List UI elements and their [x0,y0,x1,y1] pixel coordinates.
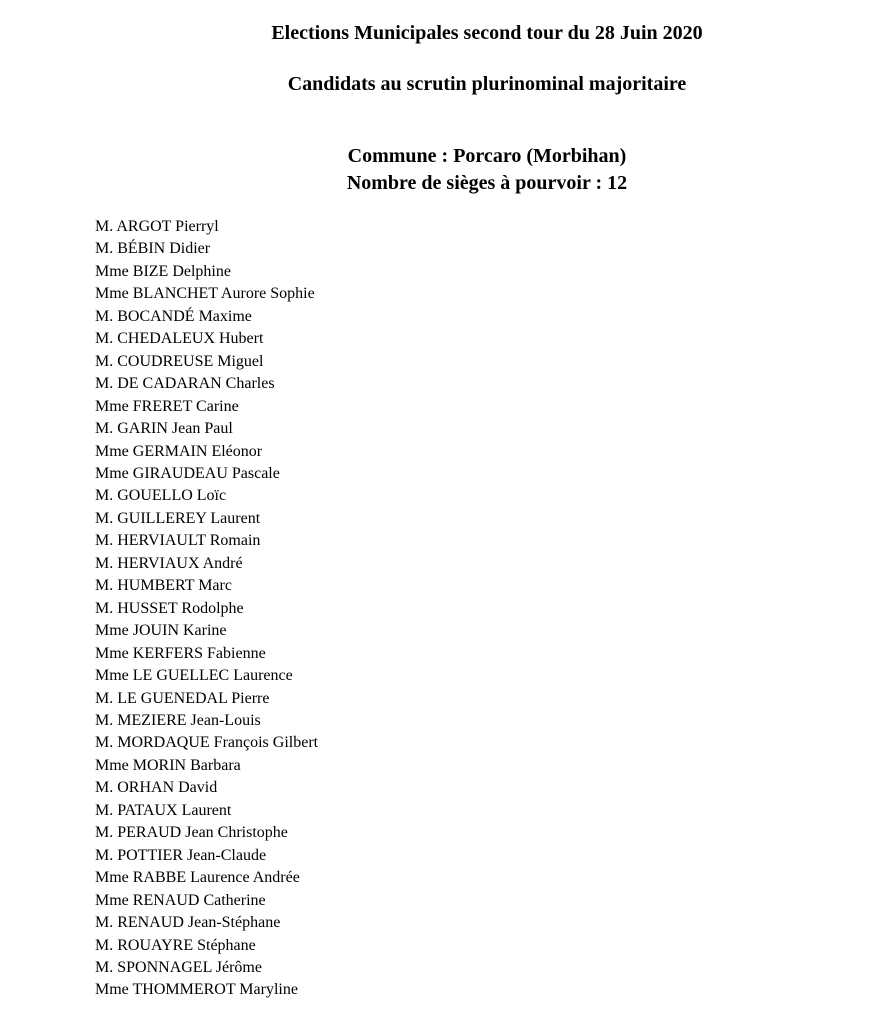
candidate-line: Mme THOMMEROT Maryline [95,981,298,999]
candidate-line: Mme RENAUD Catherine [95,891,266,909]
commune-line: Commune : Porcaro (Morbihan) [347,145,627,167]
candidate-line: Mme MORIN Barbara [95,756,241,774]
candidate-line: Mme BIZE Delphine [95,262,231,280]
candidate-list [95,216,318,1002]
candidate-line: M. DE CADARAN Charles [95,375,275,393]
candidate-line: Mme LE GUELLEC Laurence [95,667,293,685]
candidate-line: M. GOUELLO Loïc [95,487,227,505]
candidate-line: Mme BLANCHET Aurore Sophie [95,285,315,303]
seats-line: Nombre de sièges à pourvoir : 12 [346,172,628,194]
candidate-line: M. CHEDALEUX Hubert [95,330,264,348]
candidate-line: M. ORHAN David [95,779,218,797]
document-subtitle: Candidats au scrutin plurinominal majoritaire [287,73,687,95]
candidate-line: M. PATAUX Laurent [95,801,232,819]
candidate-line: M. HUMBERT Marc [95,577,232,595]
candidate-line: M. GARIN Jean Paul [95,420,233,438]
candidate-line: Mme GIRAUDEAU Pascale [95,464,280,482]
document-title: Elections Municipales second tour du 28 Juin 2020 [271,22,703,44]
candidate-line: Mme KERFERS Fabienne [95,644,266,662]
candidate-line: M. BÉBIN Didier [95,240,211,258]
candidate-line: M. GUILLEREY Laurent [95,509,261,527]
candidate-line: Mme FRERET Carine [95,397,239,415]
candidate-line: M. LE GUENEDAL Pierre [95,689,270,707]
candidate-line: M. HERVIAULT Romain [95,532,261,550]
candidate-line: M. COUDREUSE Miguel [95,352,264,370]
candidate-line: Mme GERMAIN Eléonor [95,442,263,460]
candidate-line: M. POTTIER Jean-Claude [95,846,267,864]
candidate-line: M. HERVIAUX André [95,554,243,572]
candidate-line: M. BOCANDÉ Maxime [95,307,252,325]
candidate-line: M. MEZIERE Jean-Louis [95,711,261,729]
candidate-line: M. MORDAQUE François Gilbert [95,734,319,752]
commune-info-block [80,143,894,197]
candidate-line: Mme RABBE Laurence Andrée [95,869,300,887]
candidate-line: M. SPONNAGEL Jérôme [95,958,262,976]
candidate-line: Mme JOUIN Karine [95,622,227,640]
candidate-line: M. HUSSET Rodolphe [95,599,244,617]
candidate-line: M. ROUAYRE Stéphane [95,936,256,954]
candidate-line: M. PERAUD Jean Christophe [95,824,288,842]
candidate-line: M. ARGOT Pierryl [95,218,219,235]
candidate-line: M. RENAUD Jean-Stéphane [95,914,281,932]
